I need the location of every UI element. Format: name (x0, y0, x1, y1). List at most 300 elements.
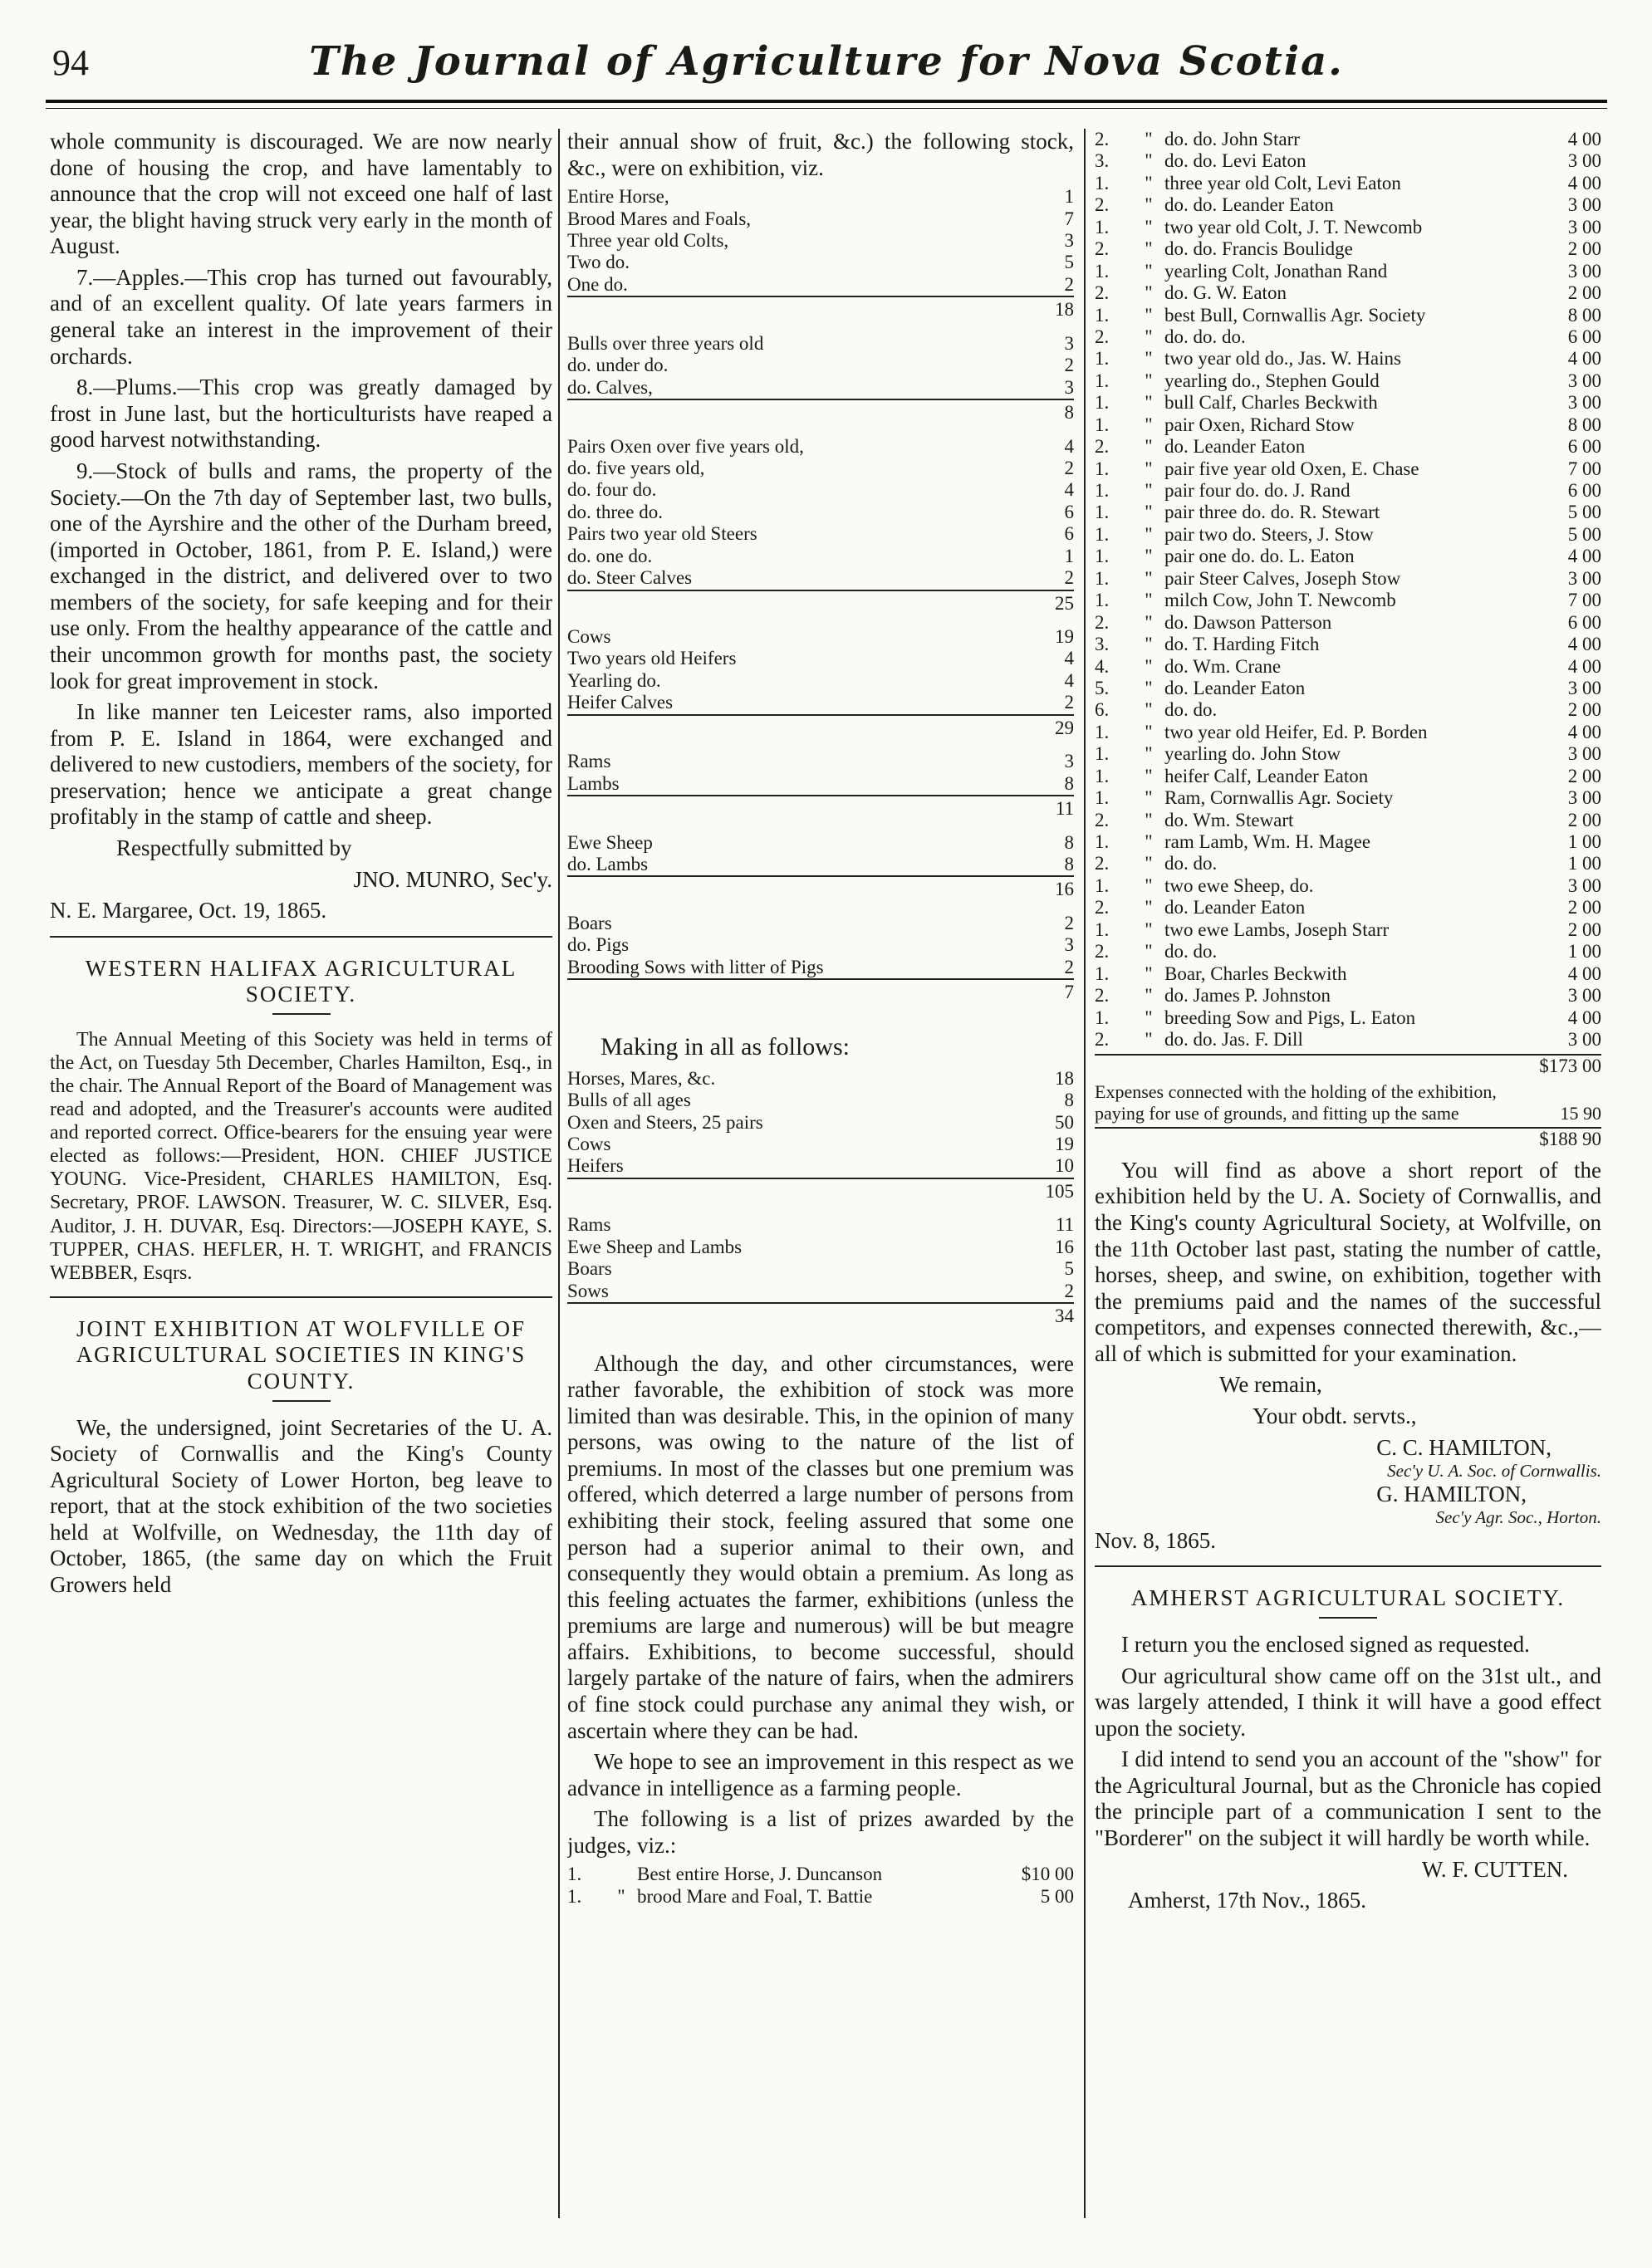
prize-subtotal: $173 00 (1095, 1054, 1601, 1078)
prize-description: three year old Colt, Levi Eaton (1164, 172, 1401, 193)
prize-place: 2. (1095, 809, 1110, 830)
prize-amount: 4 00 (1567, 634, 1601, 655)
prize-amount: 5 00 (1040, 1885, 1074, 1907)
prize-description: two ewe Lambs, Joseph Starr (1164, 918, 1390, 940)
prize-description: pair Steer Calves, Joseph Stow (1164, 567, 1401, 589)
prize-description: yearling do., Stephen Gould (1164, 370, 1380, 391)
column-divider (558, 129, 560, 2218)
signature-title: Sec'y Agr. Soc., Horton. (1435, 1507, 1601, 1528)
prize-description: do. do. (1164, 941, 1218, 963)
total-row (567, 590, 1074, 615)
ditto-mark: " (1145, 282, 1153, 304)
prize-place: 1. (1095, 546, 1110, 567)
table-row (1095, 194, 1601, 216)
item-count: 4 (1064, 479, 1074, 501)
ditto-mark: " (1145, 436, 1153, 458)
ditto-mark: " (1145, 787, 1153, 809)
header-rule (46, 100, 1607, 103)
ditto-mark: " (1145, 611, 1153, 633)
ditto-mark: " (1145, 194, 1153, 216)
stock-table (567, 186, 1074, 1015)
item-label: Oxen and Steers, 25 pairs (567, 1111, 763, 1133)
item-label: Brood Mares and Foals, (567, 208, 752, 229)
ditto-mark: " (1145, 523, 1153, 545)
table-row (1095, 480, 1601, 502)
prize-description: breeding Sow and Pigs, L. Eaton (1164, 1007, 1416, 1028)
table-row (1095, 150, 1601, 172)
prize-place: 1. (1095, 260, 1110, 282)
item-count: 8 (1064, 772, 1074, 794)
paragraph-although: Although the day, and other circumstances, were rather favorable, the exhibition of stock was more limited than was desirable. This, in the opinion of many persons, was owing to the nature of the list of premiums. In most of the classes but one premium was offered, which deterred a large number of persons from exhibiting their stock, feeling assured that some one person had a superior animal to their own, and consequently they would obtain a premium. As long as this feeling actuates the farmer, exhibitions (unless the premiums are large and numerous) will be but meagre affairs. Exhibitions, to become successful, should largely partake of the nature of fairs, when the admirers of fine stock could purchase any animal they wish, or ascertain where they can be had. (567, 1350, 1074, 1743)
item-label: Two do. (567, 252, 630, 273)
prize-description: do. do. (1164, 699, 1218, 721)
prize-place: 1. (1095, 743, 1110, 765)
prize-amount: 2 00 (1567, 282, 1601, 304)
prize-amount: 8 00 (1567, 304, 1601, 326)
summary-table (567, 1068, 1074, 1340)
prize-description: pair Oxen, Richard Stow (1164, 414, 1355, 435)
item-count: 7 (1064, 208, 1074, 229)
item-label: Boars (567, 912, 612, 933)
item-label: Sows (567, 1280, 609, 1301)
prize-description: pair five year old Oxen, E. Chase (1164, 458, 1419, 479)
table-row (567, 626, 1074, 648)
item-count: 8 (1064, 831, 1074, 853)
item-label: Bulls of all ages (567, 1090, 691, 1111)
prize-place: 4. (1095, 655, 1110, 677)
making-heading: Making in all as follows: (601, 1032, 850, 1061)
prize-amount: $10 00 (1021, 1864, 1074, 1885)
table-row (567, 1281, 1074, 1303)
ditto-mark: " (1145, 655, 1153, 677)
prize-amount: 3 00 (1567, 787, 1601, 809)
item-count: 2 (1064, 457, 1074, 478)
ditto-mark: " (1145, 874, 1153, 896)
table-row (1095, 458, 1601, 480)
table-row (567, 854, 1074, 876)
table-row (567, 1886, 1074, 1908)
item-label: Ewe Sheep and Lambs (567, 1236, 743, 1257)
ditto-mark: " (1145, 216, 1153, 238)
item-count: 1 (1064, 545, 1074, 566)
prize-place: 1. (1095, 480, 1110, 501)
ditto-mark: " (1145, 502, 1153, 523)
total-row (567, 796, 1074, 820)
table-row (567, 436, 1074, 458)
prize-description: do. Leander Eaton (1164, 436, 1306, 458)
prize-place: 1. (1095, 502, 1110, 523)
table-row (1095, 348, 1601, 370)
table-row (567, 648, 1074, 669)
prize-description: pair three do. do. R. Stewart (1164, 502, 1380, 523)
ditto-mark: " (1145, 567, 1153, 589)
signature-block (1095, 1435, 1601, 1528)
table-row (567, 208, 1074, 230)
table-row (1095, 1029, 1601, 1051)
prize-amount: 3 00 (1567, 677, 1601, 698)
grand-total: $188 90 (1095, 1127, 1601, 1151)
paragraph: I did intend to send you an account of the "show" for the Agricultural Journal, but as the Chronicle has copied the principle part of a communication I sent to the "Borderer" on the subject it will hardly be worth while. (1095, 1746, 1601, 1851)
column-divider (1084, 129, 1086, 2218)
ditto-mark: " (1145, 809, 1153, 830)
prize-place: 1. (1095, 765, 1110, 786)
spacer-row (567, 321, 1074, 333)
prize-amount: 3 00 (1567, 743, 1601, 765)
prize-description: milch Cow, John T. Newcomb (1164, 590, 1396, 611)
item-label: Horses, Mares, &c. (567, 1067, 716, 1089)
table-row (1095, 436, 1601, 458)
prize-description: Boar, Charles Beckwith (1164, 963, 1347, 984)
spacer-row (567, 1004, 1074, 1016)
item-label: Lambs (567, 772, 620, 794)
item-count: 3 (1064, 751, 1074, 772)
table-row (1095, 261, 1601, 282)
ditto-mark: " (1145, 546, 1153, 567)
prize-amount: 3 00 (1567, 370, 1601, 391)
paragraph-apples: 7.—Apples.—This crop has turned out favourably, and of an excellent quality. Of late years farmers in general take an interest in the improvement of their orchards. (50, 264, 552, 369)
group-total: 25 (567, 590, 1074, 615)
table-row (1095, 678, 1601, 699)
prize-amount: 2 00 (1567, 918, 1601, 940)
table-row (1095, 963, 1601, 985)
column-3 (1095, 129, 1601, 2218)
prize-description: ram Lamb, Wm. H. Magee (1164, 831, 1371, 852)
prize-description: do. Wm. Crane (1164, 655, 1282, 677)
prize-amount: 4 00 (1567, 1007, 1601, 1028)
table-row (567, 913, 1074, 934)
item-count: 8 (1064, 1090, 1074, 1111)
ditto-mark: " (1145, 304, 1153, 326)
prize-place: 1. (567, 1885, 582, 1907)
prize-amount: 8 00 (1567, 414, 1601, 435)
submitted-line: Respectfully submitted by (116, 835, 352, 861)
prize-place: 1. (1095, 304, 1110, 326)
prize-amount: 6 00 (1567, 611, 1601, 633)
spacer-row (567, 1203, 1074, 1214)
prize-amount: 6 00 (1567, 326, 1601, 347)
group-total: 34 (567, 1303, 1074, 1327)
prize-amount: 4 00 (1567, 655, 1601, 677)
table-row (567, 274, 1074, 296)
item-label: Two years old Heifers (567, 648, 737, 669)
table-row (567, 1864, 1074, 1885)
table-row (1095, 1007, 1601, 1029)
item-count: 2 (1064, 273, 1074, 295)
table-row (1095, 370, 1601, 392)
prize-place: 1. (1095, 787, 1110, 809)
prize-place: 1. (1095, 216, 1110, 238)
table-row (1095, 634, 1601, 655)
item-count: 16 (1055, 1236, 1074, 1257)
prize-description: brood Mare and Foal, T. Battie (637, 1885, 873, 1907)
item-label: Rams (567, 1214, 611, 1236)
prize-description: do. do. John Starr (1164, 129, 1300, 149)
table-row (567, 957, 1074, 979)
table-row (567, 1155, 1074, 1178)
ditto-mark: " (1145, 677, 1153, 698)
item-label: do. four do. (567, 479, 657, 501)
heading-rule (1319, 1617, 1377, 1619)
expenses-amount: 15 90 (1560, 1102, 1601, 1124)
ditto-mark: " (1145, 743, 1153, 765)
prize-place: 1. (1095, 963, 1110, 984)
paragraph-rams: In like manner ten Leicester rams, also imported from P. E. Island in 1864, were exchanged and delivered to new custodiers, members of the society, for preservation; hence we anticipate a great change profitably in the stamp of cattle and sheep. (50, 699, 552, 830)
table-row (1095, 217, 1601, 238)
prize-amount: 1 00 (1567, 941, 1601, 963)
prize-place: 1. (1095, 831, 1110, 852)
table-row (567, 458, 1074, 479)
item-count: 6 (1064, 501, 1074, 522)
group-total: 105 (567, 1178, 1074, 1203)
prize-place: 1. (1095, 1007, 1110, 1028)
prize-place: 2. (1095, 194, 1110, 216)
table-row (567, 1214, 1074, 1236)
prize-description: do. Leander Eaton (1164, 677, 1306, 698)
ditto-mark: " (1145, 941, 1153, 963)
prize-description: two year old Heifer, Ed. P. Borden (1164, 721, 1428, 742)
prize-place: 1. (1095, 523, 1110, 545)
ditto-mark: " (1145, 985, 1153, 1007)
paragraph-plums: 8.—Plums.—This crop was greatly damaged by frost in June last, but the horticulturists have reaped a good harvest notwithstanding. (50, 375, 552, 453)
prize-description: do. Leander Eaton (1164, 897, 1306, 918)
prize-table-start (567, 1864, 1074, 1908)
prize-amount: 2 00 (1567, 238, 1601, 260)
spacer-row (567, 424, 1074, 436)
servants: Your obdt. servts., (1252, 1403, 1417, 1428)
item-label: Pairs Oxen over five years old, (567, 435, 804, 457)
item-label: Pairs two year old Steers (567, 523, 757, 545)
item-count: 2 (1064, 912, 1074, 933)
table-row (567, 377, 1074, 399)
total-row (567, 1303, 1074, 1327)
table-row (1095, 766, 1601, 787)
item-label: do. Lambs (567, 853, 649, 874)
prize-amount: 3 00 (1567, 260, 1601, 282)
prize-description: two ewe Sheep, do. (1164, 874, 1314, 896)
prize-description: do. Dawson Patterson (1164, 611, 1332, 633)
prize-amount: 3 00 (1567, 567, 1601, 589)
table-row (567, 567, 1074, 590)
ditto-mark: " (1145, 370, 1153, 391)
prize-place: 3. (1095, 634, 1110, 655)
prize-place: 1. (1095, 567, 1110, 589)
table-row (567, 692, 1074, 714)
header-rule-thin (46, 108, 1607, 109)
signature-name: C. C. HAMILTON, (1376, 1434, 1552, 1460)
item-label: Heifers (567, 1155, 624, 1177)
group-total: 8 (567, 399, 1074, 424)
item-count: 5 (1064, 252, 1074, 273)
prize-description: Ram, Cornwallis Agr. Society (1164, 787, 1394, 809)
prize-description: do. do. Francis Boulidge (1164, 238, 1353, 260)
table-row (567, 523, 1074, 545)
prize-amount: 7 00 (1567, 458, 1601, 479)
ditto-mark: " (1145, 348, 1153, 370)
item-count: 3 (1064, 376, 1074, 398)
prize-description: heifer Calf, Leander Eaton (1164, 765, 1369, 786)
table-row (1095, 919, 1601, 941)
prize-place: 1. (1095, 874, 1110, 896)
table-row (567, 670, 1074, 692)
prize-amount: 2 00 (1567, 809, 1601, 830)
prize-amount: 3 00 (1567, 1028, 1601, 1050)
prize-amount: 4 00 (1567, 546, 1601, 567)
prize-description: yearling Colt, Jonathan Rand (1164, 260, 1388, 282)
table-row (1095, 546, 1601, 567)
prize-description: pair two do. Steers, J. Stow (1164, 523, 1374, 545)
prize-amount: 1 00 (1567, 831, 1601, 852)
section-heading-western-halifax: WESTERN HALIFAX AGRICULTURAL SOCIETY. (85, 955, 517, 1007)
table-row (1095, 810, 1601, 831)
table-row (567, 355, 1074, 376)
table-row (1095, 743, 1601, 765)
prize-amount: 6 00 (1567, 480, 1601, 501)
item-count: 5 (1064, 1258, 1074, 1280)
signature: JNO. MUNRO, Sec'y. (353, 866, 552, 892)
signature-title: Sec'y U. A. Soc. of Cornwallis. (1387, 1461, 1601, 1482)
prize-description: do. James P. Johnston (1164, 985, 1331, 1007)
group-total: 29 (567, 715, 1074, 739)
ditto-mark: " (1145, 326, 1153, 347)
prize-amount: 4 00 (1567, 129, 1601, 149)
ditto-mark: " (1145, 458, 1153, 479)
signature: W. F. CUTTEN. (1421, 1856, 1568, 1882)
prize-description: pair one do. do. L. Eaton (1164, 546, 1355, 567)
prize-description: two year old Colt, J. T. Newcomb (1164, 216, 1423, 238)
place-date: Amherst, 17th Nov., 1865. (1128, 1888, 1366, 1913)
prize-place: 2. (1095, 129, 1110, 149)
prize-place: 1. (1095, 370, 1110, 391)
journal-title: The Journal of Agriculture for Nova Scotia. (309, 38, 1344, 85)
spacer-row (567, 615, 1074, 626)
item-label: Cows (567, 1134, 611, 1154)
table-row (1095, 853, 1601, 874)
ditto-mark: " (1145, 1028, 1153, 1050)
table-row (1095, 590, 1601, 611)
prize-amount: 4 00 (1567, 348, 1601, 370)
prize-place: 2. (1095, 1028, 1110, 1050)
prize-description: two year old do., Jas. W. Hains (1164, 348, 1401, 370)
prize-amount: 2 00 (1567, 699, 1601, 721)
table-row (567, 502, 1074, 523)
prize-amount: 2 00 (1567, 765, 1601, 786)
expenses-row (1095, 1081, 1601, 1124)
table-row (1095, 787, 1601, 809)
table-row (1095, 831, 1601, 853)
prize-place: 1. (1095, 458, 1110, 479)
prize-place: 1. (1095, 172, 1110, 193)
table-row (1095, 656, 1601, 678)
prize-place: 2. (1095, 611, 1110, 633)
prize-amount: 5 00 (1567, 523, 1601, 545)
joint-exhibition-text: We, the undersigned, joint Secretaries of the U. A. Society of Cornwallis and the King's County Agricultural Society of Lower Horton, beg leave to report, that at the stock exhibition of the two societies held at Wolfville, on Wednesday, the 11th day of October, 1865, (the same day on which the Fruit Growers held (50, 1414, 552, 1597)
item-label: do. Calves, (567, 376, 653, 398)
table-row (567, 773, 1074, 796)
table-row (1095, 282, 1601, 304)
ditto-mark: " (1145, 392, 1153, 414)
section-rule (50, 936, 552, 938)
ditto-mark: " (617, 1885, 625, 1907)
ditto-mark: " (1145, 414, 1153, 435)
prize-amount: 5 00 (1567, 502, 1601, 523)
section-heading-amherst: AMHERST AGRICULTURAL SOCIETY. (1130, 1585, 1566, 1611)
ditto-mark: " (1145, 853, 1153, 874)
prize-place: 1. (1095, 721, 1110, 742)
ditto-mark: " (1145, 699, 1153, 721)
prize-place: 1. (1095, 590, 1110, 611)
item-label: Brooding Sows with litter of Pigs (567, 956, 824, 977)
item-label: do. Pigs (567, 934, 630, 956)
item-count: 2 (1064, 355, 1074, 376)
table-row (567, 230, 1074, 252)
table-row (1095, 612, 1601, 634)
group-total: 18 (567, 296, 1074, 321)
prize-place: 2. (1095, 897, 1110, 918)
prize-place: 2. (1095, 853, 1110, 874)
table-row (567, 1090, 1074, 1111)
item-label: do. under do. (567, 355, 669, 376)
prize-amount: 1 00 (1567, 853, 1601, 874)
item-count: 3 (1064, 332, 1074, 354)
spacer-row (567, 820, 1074, 832)
total-row (567, 979, 1074, 1003)
total-row (567, 715, 1074, 739)
heading-rule (272, 1400, 331, 1402)
item-count: 2 (1064, 692, 1074, 713)
prize-amount: 4 00 (1567, 172, 1601, 193)
table-row (1095, 414, 1601, 436)
item-count: 10 (1055, 1155, 1074, 1177)
prize-description: do. do. Leander Eaton (1164, 194, 1334, 216)
page-number: 94 (52, 42, 89, 83)
table-row (1095, 305, 1601, 326)
prize-amount: 4 00 (1567, 963, 1601, 984)
item-label: Ewe Sheep (567, 831, 653, 853)
prize-amount: 7 00 (1567, 590, 1601, 611)
table-row (1095, 173, 1601, 194)
total-row (567, 296, 1074, 321)
ditto-mark (605, 1864, 637, 1885)
item-label: Bulls over three years old (567, 332, 764, 354)
stock-intro: their annual show of fruit, &c.) the following stock, &c., were on exhibition, viz. (567, 129, 1074, 180)
item-count: 19 (1055, 626, 1074, 648)
prize-place: 2. (1095, 941, 1110, 963)
item-count: 2 (1064, 1280, 1074, 1301)
total-row (567, 399, 1074, 424)
item-label: Heifer Calves (567, 692, 674, 713)
item-count: 4 (1064, 435, 1074, 457)
table-row (1095, 985, 1601, 1007)
prize-description: bull Calf, Charles Beckwith (1164, 392, 1378, 414)
item-count: 4 (1064, 648, 1074, 669)
paragraph-prize-list: The following is a list of prizes awarded by the judges, viz.: (567, 1806, 1074, 1858)
item-count: 11 (1055, 1214, 1074, 1236)
prize-amount: 3 00 (1567, 150, 1601, 172)
item-label: One do. (567, 273, 628, 295)
item-count: 4 (1064, 669, 1074, 691)
ditto-mark: " (1145, 831, 1153, 852)
table-row (567, 1134, 1074, 1155)
paragraph: whole community is discouraged. We are now nearly done of housing the crop, and have lamentably to announce that the crop will not exceed one half of last year, the blight having struck very early in the month of August. (50, 129, 552, 259)
prize-place: 5. (1095, 677, 1110, 698)
prize-amount: 3 00 (1567, 194, 1601, 216)
ditto-mark: " (1145, 590, 1153, 611)
table-row (1095, 326, 1601, 348)
western-halifax-text: The Annual Meeting of this Society was held in terms of the Act, on Tuesday 5th December, Charles Hamilton, Esq., in the chair. The Annual Report of the Board of Management was read and adopted, and the Treasurer's accounts were audited and reported correct. Office-bearers for the ensuing year were elected as follows:—President, HON. CHIEF JUSTICE YOUNG. Vice-President, CHARLES HAMILTON, Esq. Secretary, PROF. LAWSON. Treasurer, W. C. SILVER, Esq. Auditor, J. H. DUVAR, Esq. Directors:—JOSEPH KAYE, S. TUPPER, CHAS. HEFLER, H. T. WRIGHT, and FRANCIS WEBBER, Esqrs. (50, 1028, 552, 1284)
total-row (567, 876, 1074, 900)
prize-description: Best entire Horse, J. Duncanson (637, 1864, 883, 1885)
heading-rule (272, 1013, 331, 1015)
